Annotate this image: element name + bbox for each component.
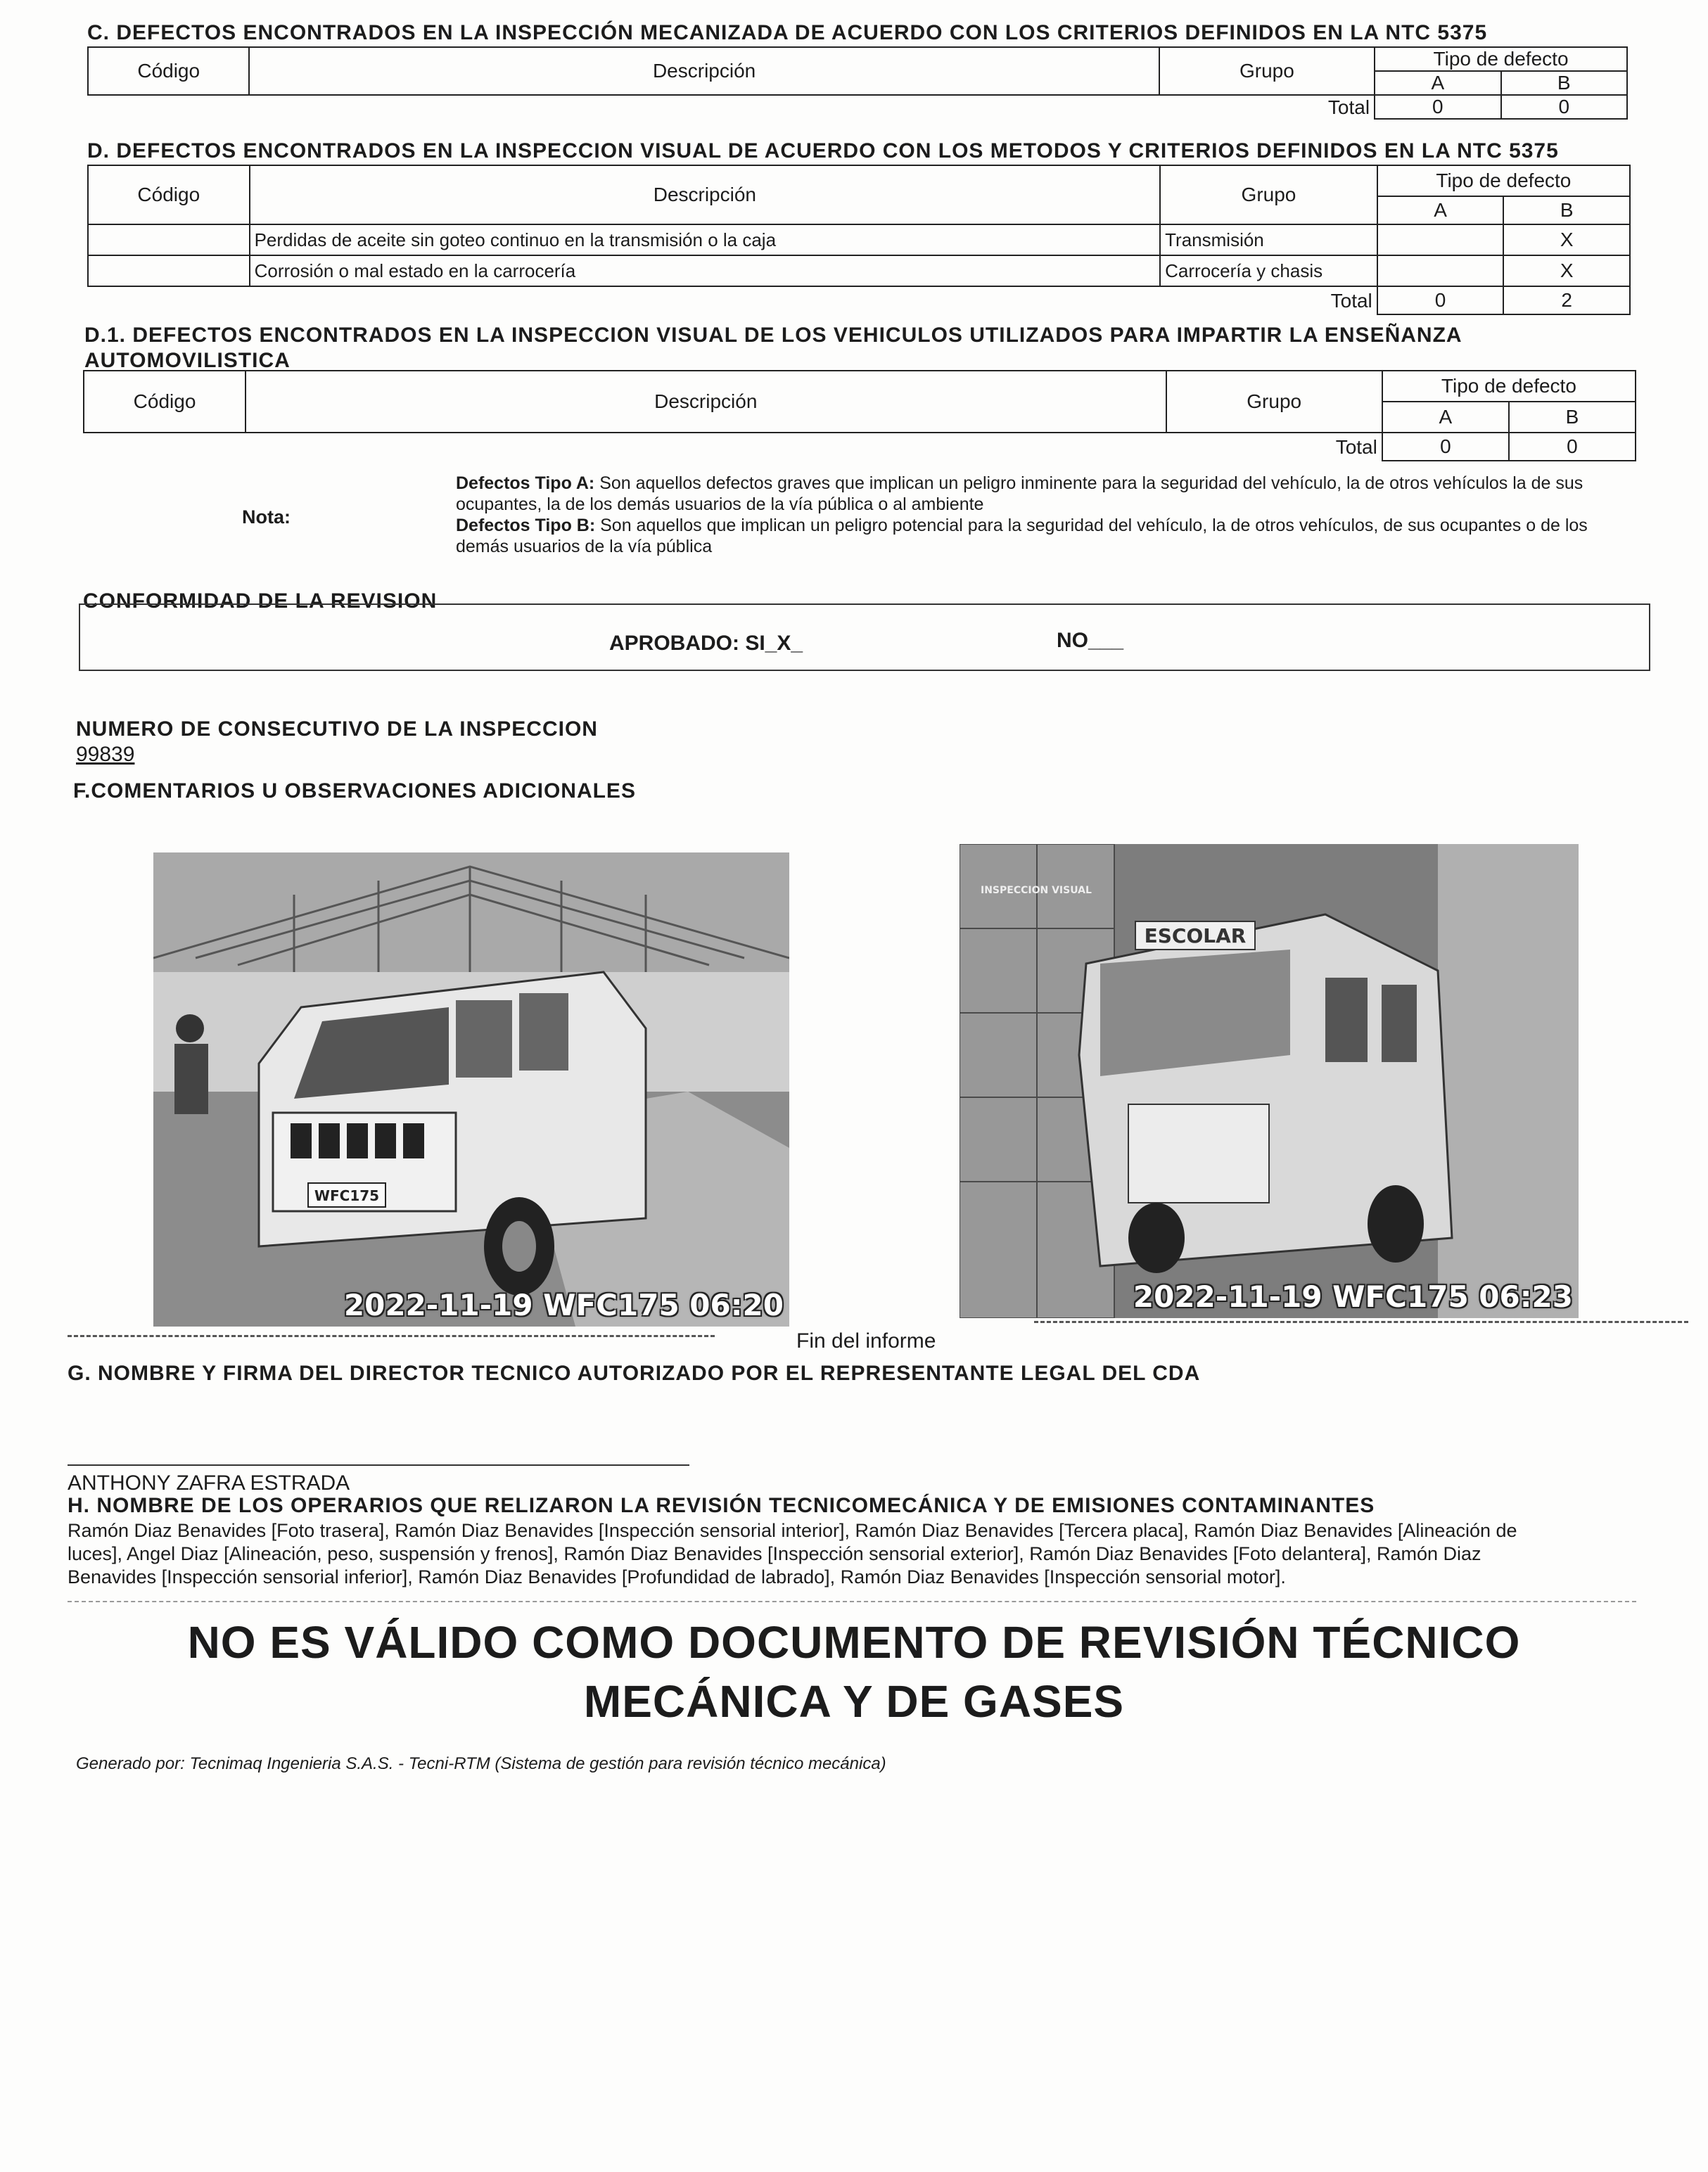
- total-a: 0: [1377, 286, 1504, 314]
- front-vehicle-photo: [153, 852, 789, 1327]
- col-grupo-header: Grupo: [1159, 47, 1375, 95]
- wall-sign-text: INSPECCION VISUAL: [981, 885, 1092, 896]
- total-label: Total: [1330, 289, 1372, 312]
- front-photo-timestamp: 2022-11-19 WFC175 06:20: [343, 1288, 784, 1322]
- col-tipo-header: Tipo de defecto: [1382, 371, 1636, 402]
- total-a: 0: [1382, 433, 1509, 461]
- section-c-title: C. DEFECTOS ENCONTRADOS EN LA INSPECCIÓN MECANIZADA DE ACUERDO CON LOS CRITERIOS DEFINIDOS EN LA NTC 5375: [87, 21, 1488, 44]
- rear-vehicle-illustration: [960, 844, 1579, 1318]
- consecutivo-title: NUMERO DE CONSECUTIVO DE LA INSPECCION: [76, 717, 598, 741]
- operarios-line-3: Benavides [Inspección sensorial inferior], Ramón Diaz Benavides [Profundidad de labrado], Ramón Diaz Benavides [Inspección sensorial motor].: [68, 1566, 1286, 1588]
- conformidad-box: [79, 603, 1650, 671]
- col-tipo-header: Tipo de defecto: [1375, 47, 1627, 71]
- total-label: Total: [1327, 96, 1370, 118]
- escolar-sign-text: ESCOLAR: [1144, 924, 1247, 947]
- tipo-a-label: Defectos Tipo A:: [456, 473, 595, 493]
- row-grupo: Carrocería y chasis: [1160, 255, 1377, 286]
- consecutivo-value: 99839: [76, 743, 135, 766]
- rear-photo-timestamp: 2022-11-19 WFC175 06:23: [1133, 1279, 1573, 1314]
- section-d1-title-line2: AUTOMOVILISTICA: [84, 349, 291, 372]
- col-descripcion-header: Descripción: [246, 371, 1166, 433]
- col-b-header: B: [1501, 71, 1627, 95]
- total-b: 0: [1509, 433, 1636, 461]
- conformidad-title: CONFORMIDAD DE LA REVISION: [83, 589, 438, 613]
- col-b-header: B: [1503, 196, 1630, 224]
- operarios-list: [68, 1519, 1700, 1589]
- row-a: [1377, 255, 1504, 286]
- col-descripcion-header: Descripción: [250, 165, 1161, 224]
- fin-del-informe: Fin del informe: [796, 1329, 936, 1353]
- row-a: [1377, 224, 1504, 255]
- col-codigo-header: Código: [88, 47, 249, 95]
- section-d-table: [87, 165, 1631, 315]
- col-codigo-header: Código: [88, 165, 250, 224]
- total-b: 0: [1501, 95, 1627, 119]
- section-c-table: [87, 46, 1628, 120]
- tipo-a-text: Son aquellos defectos graves que implican un peligro inminente para la seguridad del vehículo, la de otros vehículos la de sus ocupantes, la de los demás usuarios de la vía pública o al ambiente: [456, 473, 1583, 514]
- row-b: X: [1503, 224, 1630, 255]
- col-grupo-header: Grupo: [1166, 371, 1382, 433]
- col-b-header: B: [1509, 402, 1636, 433]
- operarios-line-1: Ramón Diaz Benavides [Foto trasera], Ramón Diaz Benavides [Inspección sensorial interior], Ramón Diaz Benavides [Tercera placa], Ramón Diaz Benavides [Alineación de: [68, 1520, 1517, 1541]
- col-descripcion-header: Descripción: [249, 47, 1159, 95]
- total-b: 2: [1503, 286, 1630, 314]
- col-a-header: A: [1382, 402, 1509, 433]
- table-row: [88, 255, 1630, 286]
- operarios-line-2: luces], Angel Diaz [Alineación, peso, suspensión y frenos], Ramón Diaz Benavides [Inspección sensorial exterior], Ramón Diaz Benavides [Foto delantera], Ramón Diaz: [68, 1543, 1481, 1564]
- col-a-header: A: [1375, 71, 1500, 95]
- row-descripcion: Corrosión o mal estado en la carrocería: [250, 255, 1161, 286]
- row-b: X: [1503, 255, 1630, 286]
- nota-label: Nota:: [242, 506, 291, 528]
- disclaimer-line-1: NO ES VÁLIDO COMO DOCUMENTO DE REVISIÓN TÉCNICO: [187, 1617, 1521, 1668]
- disclaimer-line-2: MECÁNICA Y DE GASES: [583, 1676, 1125, 1727]
- table-row: [88, 224, 1630, 255]
- comentarios-title: F.COMENTARIOS U OBSERVACIONES ADICIONALES: [73, 779, 636, 803]
- aprobado-si: APROBADO: SI_X_: [609, 632, 803, 655]
- front-plate-text: WFC175: [314, 1187, 380, 1204]
- total-a: 0: [1375, 95, 1500, 119]
- section-d1-title: D.1. DEFECTOS ENCONTRADOS EN LA INSPECCION VISUAL DE LOS VEHICULOS UTILIZADOS PARA IMPARTIR LA ENSEÑANZA: [84, 324, 1462, 347]
- col-a-header: A: [1377, 196, 1504, 224]
- section-h-title: H. NOMBRE DE LOS OPERARIOS QUE RELIZARON LA REVISIÓN TECNICOMECÁNICA Y DE EMISIONES CONTAMINANTES: [68, 1494, 1375, 1517]
- rear-vehicle-photo: [960, 844, 1579, 1318]
- total-label: Total: [1335, 435, 1377, 458]
- nota-tipo-b: [456, 515, 1595, 557]
- nota-tipo-a: [456, 473, 1595, 515]
- col-tipo-header: Tipo de defecto: [1377, 165, 1630, 196]
- nota-text: [456, 473, 1595, 557]
- row-codigo: [88, 255, 250, 286]
- col-grupo-header: Grupo: [1160, 165, 1377, 224]
- section-g-title: G. NOMBRE Y FIRMA DEL DIRECTOR TECNICO AUTORIZADO POR EL REPRESENTANTE LEGAL DEL CDA: [68, 1362, 1201, 1385]
- aprobado-no: NO___: [1057, 629, 1124, 652]
- row-grupo: Transmisión: [1160, 224, 1377, 255]
- col-codigo-header: Código: [84, 371, 246, 433]
- row-codigo: [88, 224, 250, 255]
- signature-line: [68, 1464, 689, 1466]
- left-dashed-divider: [68, 1335, 715, 1337]
- bottom-dashed-divider: [68, 1601, 1636, 1602]
- section-d1-table: [83, 370, 1636, 461]
- front-vehicle-illustration: [153, 852, 789, 1327]
- tipo-b-text: Son aquellos que implican un peligro potencial para la seguridad del vehículo, la de otros vehículos, de sus ocupantes o de los demás usuarios de la vía pública: [456, 516, 1588, 556]
- tipo-b-label: Defectos Tipo B:: [456, 516, 596, 535]
- director-name: ANTHONY ZAFRA ESTRADA: [68, 1471, 350, 1495]
- generated-by-footer: Generado por: Tecnimaq Ingenieria S.A.S. - Tecni-RTM (Sistema de gestión para revisión técnico mecánica): [76, 1754, 886, 1773]
- right-dashed-divider: [1034, 1321, 1688, 1323]
- section-d-title: D. DEFECTOS ENCONTRADOS EN LA INSPECCION VISUAL DE ACUERDO CON LOS METODOS Y CRITERIOS DEFINIDOS EN LA NTC 5375: [87, 139, 1559, 162]
- row-descripcion: Perdidas de aceite sin goteo continuo en la transmisión o la caja: [250, 224, 1161, 255]
